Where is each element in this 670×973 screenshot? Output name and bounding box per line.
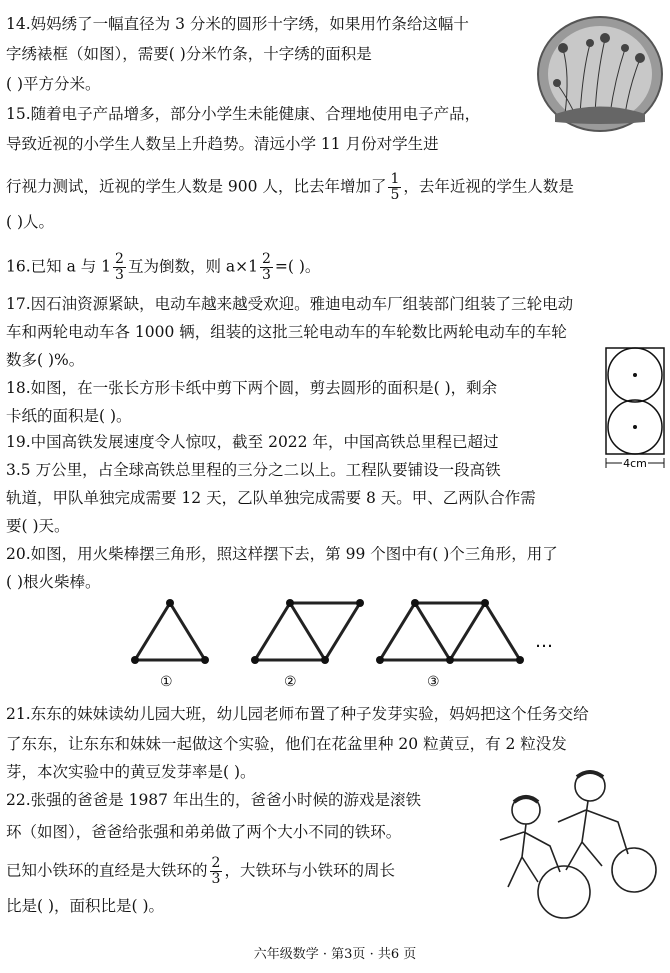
q16-fraction-2-numerator: 2 xyxy=(262,251,271,267)
q19-line3: 轨道，甲队单独完成需要 12 天，乙队单独完成需要 8 天。甲、乙两队合作需 xyxy=(6,489,536,507)
q16-text-b: 互为倒数，则 a×1 xyxy=(127,257,258,276)
figure-label-2: ② xyxy=(284,674,297,690)
pattern-ellipsis: … xyxy=(535,631,553,652)
q21-line3: 芽，本次实验中的黄豆发芽率是( )。 xyxy=(6,763,256,781)
embroidery-image xyxy=(535,14,665,134)
q22-line3 xyxy=(6,856,395,887)
q19-line2: 3.5 万公里，占全球高铁总里程的三分之二以上。工程队要铺设一段高铁 xyxy=(6,461,501,479)
q22-fraction xyxy=(210,856,223,887)
page-footer: 六年级数学 · 第3页 · 共6 页 xyxy=(253,947,417,962)
q22-line1: 22.张强的爸爸是 1987 年出生的，爸爸小时候的游戏是滚铁 xyxy=(6,791,421,809)
q22-fraction-denominator: 3 xyxy=(211,871,221,887)
q15-line3 xyxy=(6,172,574,203)
q22-line3-text-b: ，大铁环与小铁环的周长 xyxy=(224,861,395,880)
q17-line2: 车和两轮电动车各 1000 辆，组装的这批三轮电动车的车轮数比两轮电动车的车轮 xyxy=(6,323,567,341)
q15-line3-text-a: 行视力测试，近视的学生人数是 900 人，比去年增加了 xyxy=(6,177,387,196)
q15-fraction xyxy=(388,172,401,203)
q16-fraction-1-denominator: 3 xyxy=(115,267,124,283)
q16-fraction-2 xyxy=(260,252,273,283)
q22-line4: 比是( )，面积比是( )。 xyxy=(6,897,165,915)
q22-line3-text-a: 已知小铁环的直经是大铁环的 xyxy=(6,861,208,880)
q22-fraction-numerator: 2 xyxy=(211,855,221,871)
figure-width-label: 4cm xyxy=(623,457,647,470)
q18-line1: 18.如图，在一张长方形卡纸中剪下两个圆，剪去圆形的面积是( )，剩余 xyxy=(6,379,498,397)
q16-fraction-2-denominator: 3 xyxy=(262,267,271,283)
q14-line1: 14.妈妈绣了一幅直径为 3 分米的圆形十字绣，如果用竹条给这幅十 xyxy=(6,15,469,33)
q14-line3: ( )平方分米。 xyxy=(6,75,101,93)
q21-line1: 21.东东的妹妹读幼儿园大班，幼儿园老师布置了种子发芽实验，妈妈把这个任务交给 xyxy=(6,705,589,723)
q16-fraction-1-numerator: 2 xyxy=(115,251,124,267)
q16-fraction-1 xyxy=(113,252,126,283)
q22-line2: 环（如图），爸爸给张强和弟弟做了两个大小不同的铁环。 xyxy=(6,823,402,841)
q20-line1: 20.如图，用火柴棒摆三角形，照这样摆下去，第 99 个图中有( )个三角形，用了 xyxy=(6,545,558,563)
q20-line2: ( )根火柴棒。 xyxy=(6,573,101,591)
q15-fraction-numerator: 1 xyxy=(390,171,400,187)
two-circles-figure xyxy=(604,346,668,472)
q16-text-a: 16.已知 a 与 1 xyxy=(6,257,112,276)
q19-line4: 要( )天。 xyxy=(6,517,70,535)
q15-line1: 15.随着电子产品增多，部分小学生未能健康、合理地使用电子产品， xyxy=(6,105,481,123)
q18-line2: 卡纸的面积是( )。 xyxy=(6,407,132,425)
hoop-rolling-boys-image xyxy=(478,762,666,922)
q15-fraction-denominator: 5 xyxy=(390,187,400,203)
q17-line3: 数多( )%。 xyxy=(6,351,85,369)
q14-line2: 字绣裱框（如图），需要( )分米竹条，十字绣的面积是 xyxy=(6,45,372,63)
q15-line4: ( )人。 xyxy=(6,213,55,231)
q16-line xyxy=(6,252,320,283)
q19-line1: 19.中国高铁发展速度令人惊叹，截至 2022 年，中国高铁总里程已超过 xyxy=(6,433,499,451)
q21-line2: 了东东，让东东和妹妹一起做这个实验，他们在花盆里种 20 粒黄豆，有 2 粒没发 xyxy=(6,735,567,753)
figure-label-1: ① xyxy=(160,674,173,690)
figure-label-3: ③ xyxy=(427,674,440,690)
matchstick-triangles-figure xyxy=(120,595,560,670)
q15-line2: 导致近视的小学生人数呈上升趋势。清远小学 11 月份对学生进 xyxy=(6,135,439,153)
q16-text-c: =( )。 xyxy=(274,257,321,276)
q15-line3-text-b: ，去年近视的学生人数是 xyxy=(403,177,574,196)
q17-line1: 17.因石油资源紧缺，电动车越来越受欢迎。雅迪电动车厂组装部门组装了三轮电动 xyxy=(6,295,574,313)
